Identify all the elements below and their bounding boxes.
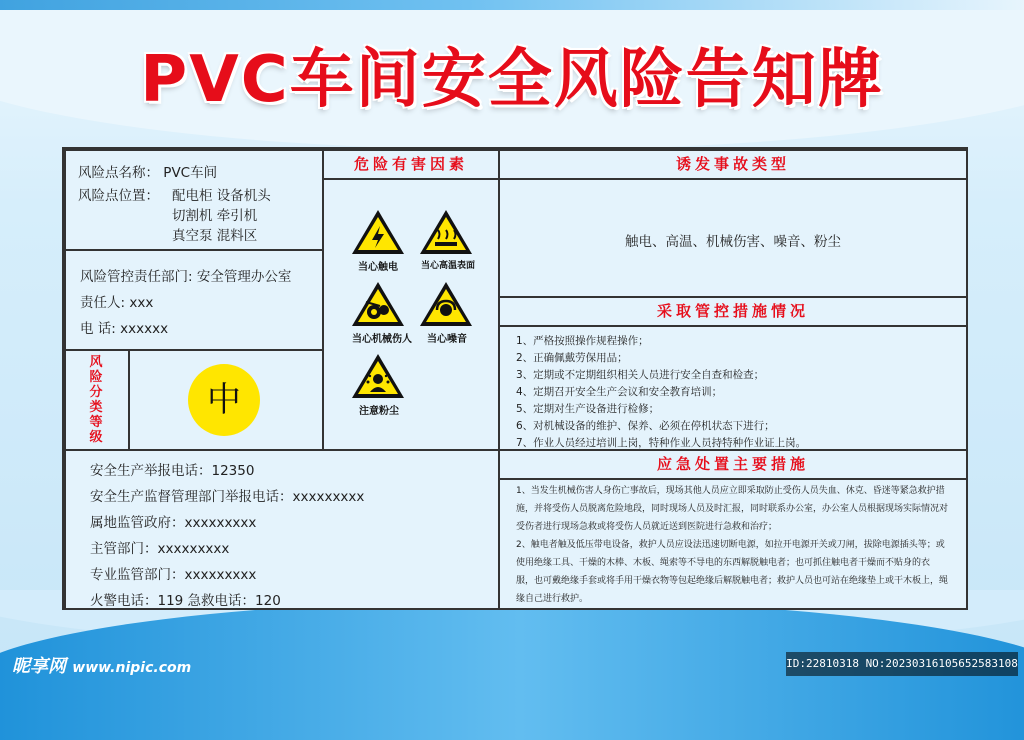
contact-line: 火警电话：119 急救电话：120: [90, 593, 281, 609]
emergency-line: 施，并将受伤人员脱离危险地段，同时现场人员及时汇报，同时联系办公室，办公室人员根据现场实际情况对: [516, 504, 949, 514]
responsible-person: 责任人: xxx: [80, 295, 154, 311]
risk-point-name-value: PVC车间: [163, 165, 218, 181]
measure-item: 5、定期对生产设备进行检修；: [516, 403, 660, 415]
risk-point-location-label: 风险点位置：: [78, 188, 159, 204]
mechanical-injury-icon: [350, 280, 406, 328]
responsible-dept: 风险管控责任部门: 安全管理办公室: [80, 269, 292, 285]
measure-item: 2、正确佩戴劳保用品；: [516, 352, 628, 364]
risk-point-location-line: 真空泵 混料区: [172, 228, 258, 244]
measure-item: 4、定期召开安全生产会议和安全教育培训；: [516, 386, 723, 398]
risk-level-value-cell: [128, 349, 324, 451]
contact-line: 专业监管部门：xxxxxxxxx: [90, 567, 257, 583]
contact-line: 安全生产举报电话：12350: [90, 463, 255, 479]
emergency-content-cell: [498, 478, 968, 610]
emergency-line: 使用绝缘工具、干燥的木棒、木板、绳索等不导电的东西解脱触电者；也可抓住触电者干燥而不贴身的衣: [516, 558, 931, 568]
responsible-phone: 电 话: xxxxxx: [80, 321, 169, 337]
watermark-url: www.nipic.com: [72, 660, 192, 676]
hazards-signs-cell: [322, 178, 500, 451]
risk-point-cell: [64, 149, 324, 251]
emergency-line: 1、当发生机械伤害人身伤亡事故后，现场其他人员应立即采取防止受伤人员失血、休克、昏迷等紧急救护措: [516, 486, 945, 496]
watermark-logo: [12, 652, 191, 678]
hazards-header-cell: [322, 149, 500, 180]
electric-shock-icon: [350, 208, 406, 256]
sign-label: 当心机械伤人: [352, 334, 412, 345]
contact-line: 安全生产监督管理部门举报电话：xxxxxxxxx: [90, 489, 365, 505]
accidents-header: 诱发事故类型: [675, 155, 790, 173]
watermark-id: ID:22810318 NO:20230316105652583108: [786, 652, 1018, 676]
emergency-line: 服，也可戴绝缘手套或将手用干燥衣物等包起绝缘后解脱触电者；救护人员也可站在绝缘垫上或干木板上，绳: [516, 576, 949, 586]
sign-label: 注意粉尘: [359, 406, 399, 417]
risk-point-name-label: 风险点名称：: [78, 165, 159, 181]
emergency-header-cell: [498, 449, 968, 480]
accidents-content: 触电、高温、机械伤害、噪音、粉尘: [625, 234, 841, 250]
measures-content-cell: [498, 325, 968, 451]
measures-header-cell: [498, 296, 968, 327]
risk-point-location-line: 配电柜 设备机头: [172, 188, 271, 204]
hot-surface-icon: [418, 208, 474, 256]
emergency-header: 应急处置主要措施: [656, 455, 809, 473]
contacts-cell: [64, 449, 500, 610]
sign-label: 当心触电: [358, 262, 398, 273]
watermark-logo-text: 昵享网: [12, 656, 66, 677]
accidents-header-cell: [498, 149, 968, 180]
responsibility-cell: [64, 249, 324, 351]
sign-label: 当心噪音: [427, 334, 467, 345]
contact-line: 主管部门：xxxxxxxxx: [90, 541, 230, 557]
risk-level-label: 风险分类等级: [89, 355, 103, 445]
measure-item: 3、定期或不定期组织相关人员进行安全自查和检查；: [516, 369, 765, 381]
accidents-content-cell: [498, 178, 968, 298]
emergency-line: 受伤者进行现场急救或将受伤人员就近送到医院进行急救和治疗；: [516, 522, 778, 532]
measure-item: 7、作业人员经过培训上岗，特种作业人员持特种作业证上岗。: [516, 437, 807, 449]
risk-level-label-cell: [64, 349, 130, 451]
measure-item: 1、严格按照操作规程操作；: [516, 335, 649, 347]
risk-point-location-line: 切割机 牵引机: [172, 208, 258, 224]
measure-item: 6、对机械设备的维护、保养、必须在停机状态下进行；: [516, 420, 775, 432]
hazards-header: 危险有害因素: [353, 155, 468, 173]
page-title: PVC车间安全风险告知牌: [140, 43, 884, 117]
sign-label: 当心高温表面: [420, 261, 475, 271]
risk-level-badge: 中: [188, 364, 260, 436]
emergency-line: 2、触电者触及低压带电设备，救护人员应设法迅速切断电源，如拉开电源开关或刀闸，拔除电源插头等；或: [516, 540, 945, 550]
notice-board: [62, 147, 968, 610]
emergency-line: 缘自己进行救护。: [516, 594, 589, 604]
dust-icon: [350, 352, 406, 400]
noise-icon: [418, 280, 474, 328]
contact-line: 属地监管政府：xxxxxxxxx: [90, 515, 257, 531]
measures-header: 采取管控措施情况: [656, 302, 809, 320]
